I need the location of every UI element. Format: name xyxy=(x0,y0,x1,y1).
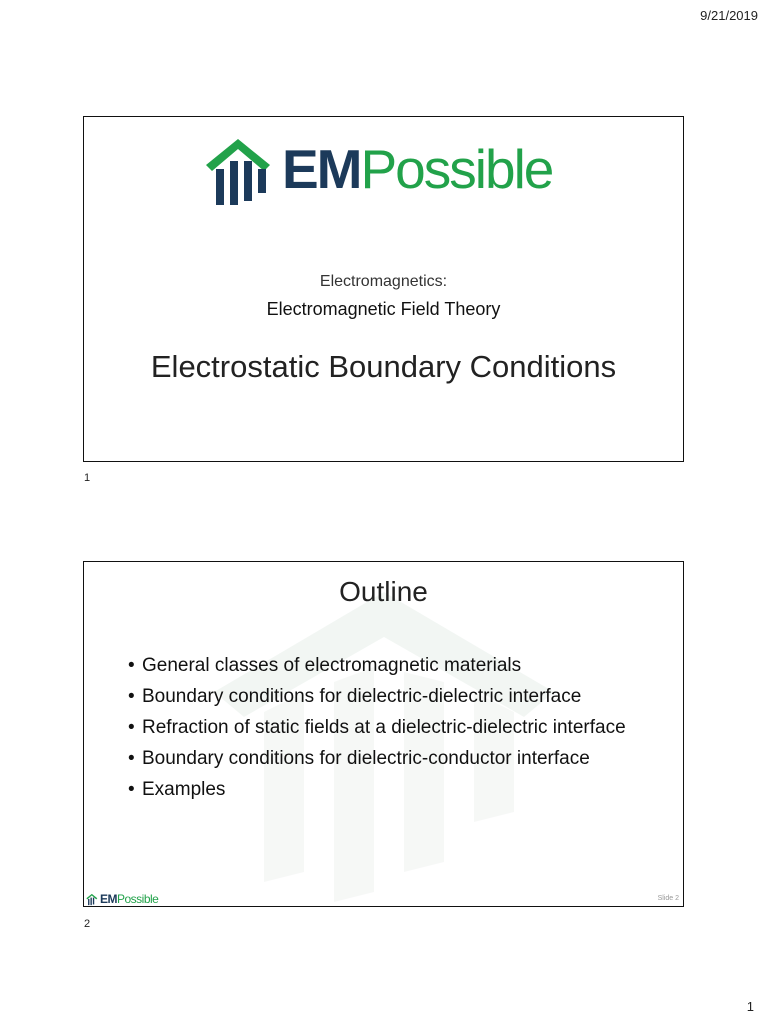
slide-number: 1 xyxy=(84,472,91,484)
list-item: • Boundary conditions for dielectric-dielectric interface xyxy=(128,686,582,707)
course-label: Electromagnetics: xyxy=(319,273,448,290)
outline-title: Outline xyxy=(339,576,428,607)
slide-2 xyxy=(83,561,684,907)
emp-logo-small-icon xyxy=(86,893,98,907)
emp-logo xyxy=(204,129,584,219)
emp-logo-icon xyxy=(204,135,274,215)
emp-logo-wordmark: EMPossible xyxy=(282,138,553,200)
slide-title: Electrostatic Boundary Conditions xyxy=(150,349,617,384)
list-item: • General classes of electromagnetic materials xyxy=(128,655,522,676)
emp-logo-small xyxy=(86,892,166,907)
outline-list xyxy=(128,654,668,809)
emp-logo-small-wordmark: EMPossible xyxy=(100,892,159,906)
list-item: • Boundary conditions for dielectric-conductor interface xyxy=(128,748,590,769)
slide-1 xyxy=(83,116,684,462)
header-date: 9/21/2019 xyxy=(700,8,758,23)
slide-label: Slide 2 xyxy=(657,895,679,902)
slide-number: 2 xyxy=(84,918,91,930)
list-item: • Refraction of static fields at a dielectric-dielectric interface xyxy=(128,717,626,738)
list-item: • Examples xyxy=(128,779,226,800)
page-number: 1 xyxy=(746,999,754,1014)
course-subject: Electromagnetic Field Theory xyxy=(266,299,501,319)
